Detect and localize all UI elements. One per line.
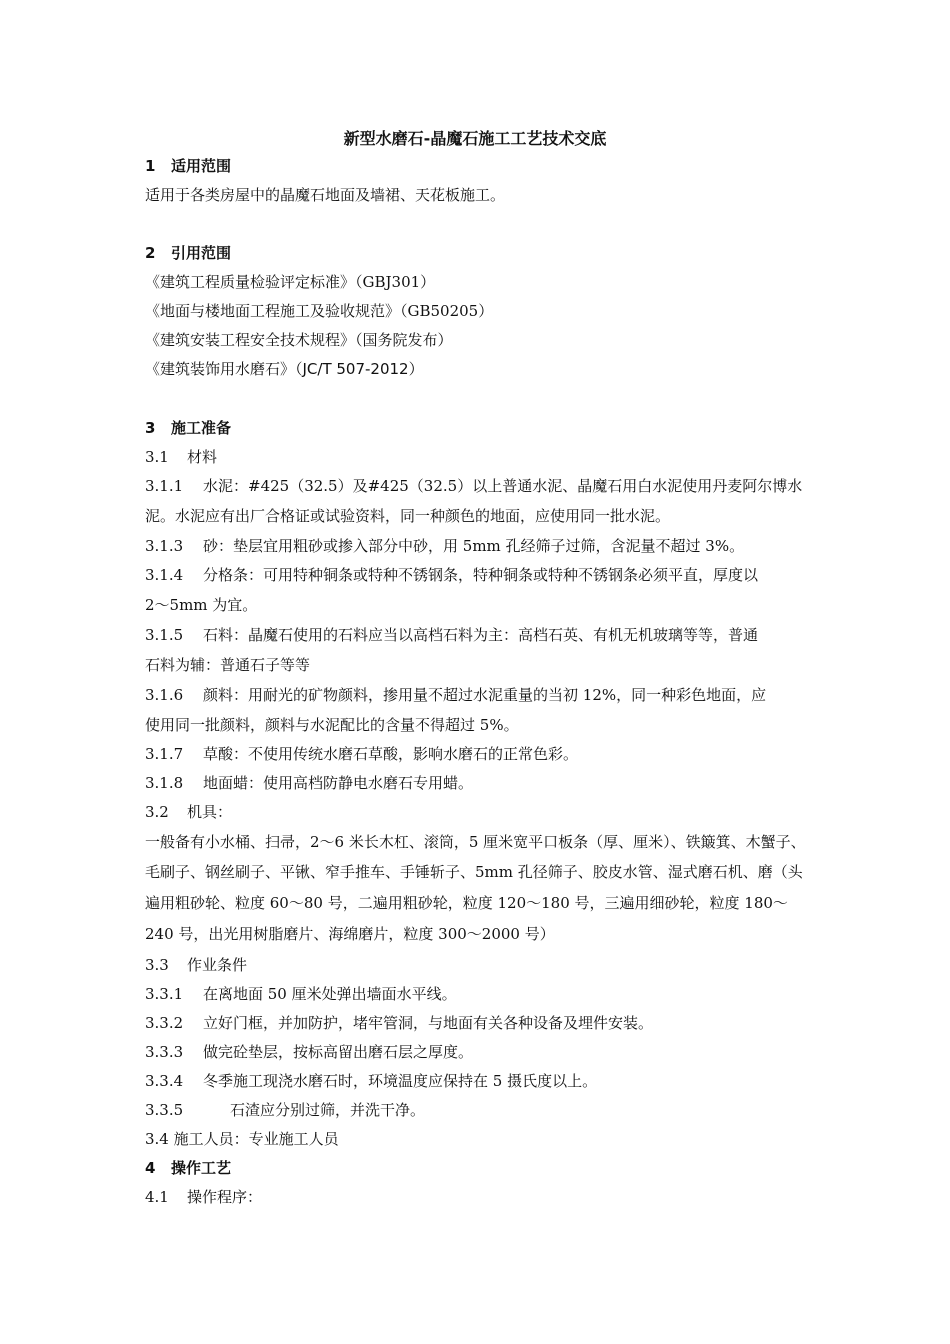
clause (145, 1187, 825, 1207)
clause (145, 984, 825, 1004)
clause-number: 3.1.4 (145, 566, 184, 584)
clause-text: 机具： (187, 803, 233, 821)
paragraph-line: 毛刷子、钢丝刷子、平锹、窄手推车、手锤斩子、5mm 孔径筛子、胶皮水管、湿式磨石机、磨（头 (145, 863, 803, 881)
clause (145, 447, 825, 467)
clause-text: 草酸：不使用传统水磨石草酸，影响水磨石的正常色彩。 (203, 745, 579, 763)
clause-continuation: 石料为辅：普通石子等等 (145, 656, 311, 674)
clause-number: 3.1.3 (145, 537, 184, 555)
reference-item: 《建筑工程质量检验评定标准》（GBJ301） (145, 273, 436, 291)
clause (145, 625, 825, 645)
document-title: 新型水磨石-晶魔石施工工艺技术交底 (343, 129, 607, 148)
section-3-heading (145, 418, 825, 438)
clause-number: 3.1.8 (145, 774, 184, 792)
section-title: 施工准备 (171, 419, 232, 437)
clause (145, 536, 825, 556)
clause-text: 分格条：可用特种铜条或特种不锈钢条，特种铜条或特种不锈钢条必须平直，厚度以 (203, 566, 759, 584)
clause-number: 3.2 (145, 803, 169, 821)
section-number: 2 (145, 244, 156, 262)
clause (145, 685, 825, 705)
clause-number: 3.1.1 (145, 477, 184, 495)
reference-item: 《建筑安装工程安全技术规程》（国务院发布） (145, 331, 453, 349)
clause-text: 做完砼垫层，按标高留出磨石层之厚度。 (203, 1043, 474, 1061)
clause: 3.4 施工人员：专业施工人员 (145, 1130, 339, 1148)
section-4-heading (145, 1158, 825, 1178)
clause (145, 1071, 825, 1091)
reference-item: 《建筑装饰用水磨石》（JC/T 507-2012） (145, 360, 424, 378)
paragraph: 适用于各类房屋中的晶魔石地面及墙裙、天花板施工。 (145, 186, 506, 204)
clause (145, 565, 825, 585)
clause (145, 744, 825, 764)
paragraph-line: 240 号，出光用树脂磨片、海绵磨片，粒度 300～2000 号） (145, 925, 555, 943)
section-2-heading (145, 243, 825, 263)
clause (145, 802, 825, 822)
clause-number: 3.3.2 (145, 1014, 184, 1032)
clause-text: 作业条件 (187, 956, 248, 974)
clause-number: 3.1 (145, 448, 169, 466)
clause-text: 材料 (187, 448, 218, 466)
clause-text: 颜料：用耐光的矿物颜料，掺用量不超过水泥重量的当初 12%，同一种彩色地面，应 (203, 686, 767, 704)
clause-text: 砂：垫层宜用粗砂或掺入部分中砂，用 5mm 孔经筛子过筛，含泥量不超过 3%。 (203, 537, 745, 555)
clause-number: 3.3 (145, 956, 169, 974)
section-number: 3 (145, 419, 156, 437)
clause-text: 立好门框，并加防护，堵牢管洞，与地面有关各种设备及埋件安装。 (203, 1014, 654, 1032)
clause-continuation: 泥。水泥应有出厂合格证或试验资料，同一种颜色的地面，应使用同一批水泥。 (145, 507, 671, 525)
clause-number: 3.3.1 (145, 985, 184, 1003)
section-1-heading (145, 156, 825, 176)
clause-continuation: 2～5mm 为宜。 (145, 596, 258, 614)
section-title: 适用范围 (171, 157, 232, 175)
clause-number: 3.1.7 (145, 745, 184, 763)
clause-text: 冬季施工现浇水磨石时，环境温度应保持在 5 摄氏度以上。 (203, 1072, 598, 1090)
section-title: 操作工艺 (171, 1159, 232, 1177)
clause-text: 在离地面 50 厘米处弹出墙面水平线。 (203, 985, 457, 1003)
clause-number: 3.3.4 (145, 1072, 184, 1090)
section-title: 引用范围 (171, 244, 232, 262)
clause-number: 3.3.3 (145, 1043, 184, 1061)
clause (145, 1100, 825, 1120)
section-number: 1 (145, 157, 156, 175)
clause (145, 773, 825, 793)
reference-item: 《地面与楼地面工程施工及验收规范》（GB50205） (145, 302, 494, 320)
clause-text: 水泥：#425（32.5）及#425（32.5）以上普通水泥、晶魔石用白水泥使用丹麦阿尔博水 (203, 477, 803, 495)
clause-number: 3.1.5 (145, 626, 184, 644)
clause (145, 955, 825, 975)
clause-text: 石料：晶魔石使用的石料应当以高档石料为主：高档石英、有机无机玻璃等等，普通 (203, 626, 759, 644)
paragraph-line: 遍用粗砂轮、粒度 60～80 号，二遍用粗砂轮，粒度 120～180 号，三遍用细砂轮，粒度 180～ (145, 894, 788, 912)
clause (145, 476, 825, 496)
clause-number: 3.1.6 (145, 686, 184, 704)
clause-number: 4.1 (145, 1188, 169, 1206)
paragraph-line: 一般备有小水桶、扫帚，2～6 米长木杠、滚筒，5 厘米宽平口板条（厚、厘米）、铁簸箕、木蟹子、 (145, 833, 806, 851)
clause-continuation: 使用同一批颜料，颜料与水泥配比的含量不得超过 5%。 (145, 716, 519, 734)
clause-text: 操作程序： (187, 1188, 263, 1206)
clause-text: 地面蜡：使用高档防静电水磨石专用蜡。 (203, 774, 474, 792)
clause (145, 1013, 825, 1033)
clause-text: 石渣应分别过筛，并洗干净。 (230, 1101, 426, 1119)
section-number: 4 (145, 1159, 156, 1177)
clause (145, 1042, 825, 1062)
clause-number: 3.3.5 (145, 1101, 184, 1119)
